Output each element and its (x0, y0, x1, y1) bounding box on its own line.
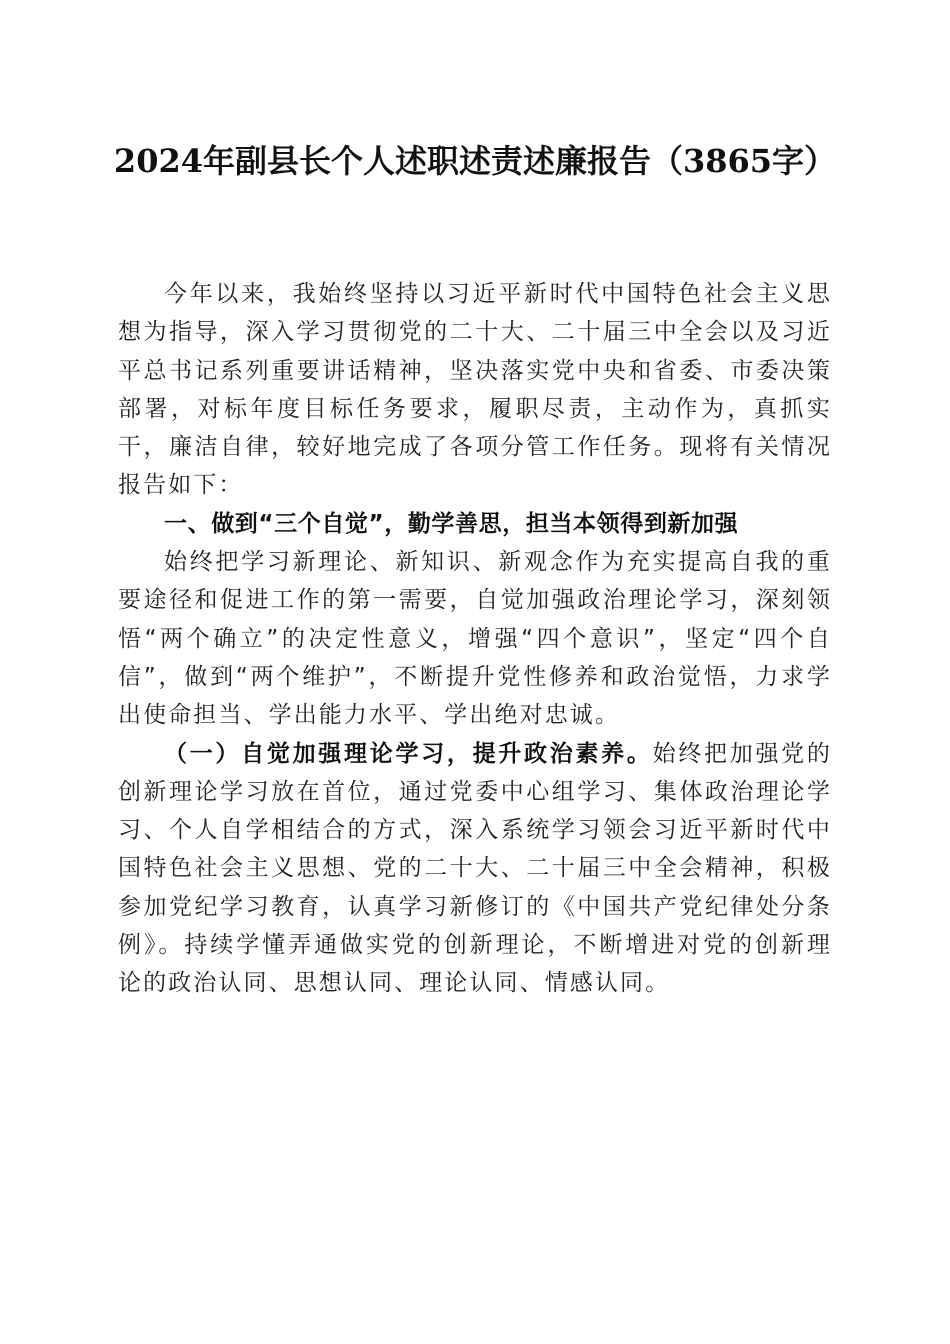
section-1-paragraph: 始终把学习新理论、新知识、新观念作为充实提高自我的重要途径和促进工作的第一需要，自觉加强政治理论学习，深刻领悟“两个确立”的决定性意义，增强“四个意识”，坚定“四个自信”，做到“两个维护”，不断提升党性修养和政治觉悟，力求学出使命担当、学出能力水平、学出绝对忠诚。 (118, 549, 832, 729)
intro-paragraph: 今年以来，我始终坚持以习近平新时代中国特色社会主义思想为指导，深入学习贯彻党的二十大、二十届三中全会以及习近平总书记系列重要讲话精神，坚决落实党中央和省委、市委决策部署，对标年度目标任务要求，履职尽责，主动作为，真抓实干，廉洁自律，较好地完成了各项分管工作任务。现将有关情况报告如下： (118, 281, 832, 499)
document-body (118, 275, 832, 1003)
subsection-1-text: 始终把加强党的创新理论学习放在首位，通过党委中心组学习、集体政治理论学习、个人自学相结合的方式，深入系统学习领会习近平新时代中国特色社会主义思想、党的二十大、二十届三中全会精神，积极参加党纪学习教育，认真学习新修订的《中国共产党纪律处分条例》。持续学懂弄通做实党的创新理论，不断增进对党的创新理论的政治认同、思想认同、理论认同、情感认同。 (118, 740, 833, 997)
subsection-1-lead: （一）自觉加强理论学习，提升政治素养。 (164, 740, 653, 767)
section-heading-1: 一、做到“三个自觉”，勤学善思，担当本领得到新加强 (164, 510, 739, 537)
document-title: 2024年副县长个人述职述责述廉报告（3865字） (113, 142, 837, 180)
subsection-1-paragraph (118, 735, 832, 1003)
